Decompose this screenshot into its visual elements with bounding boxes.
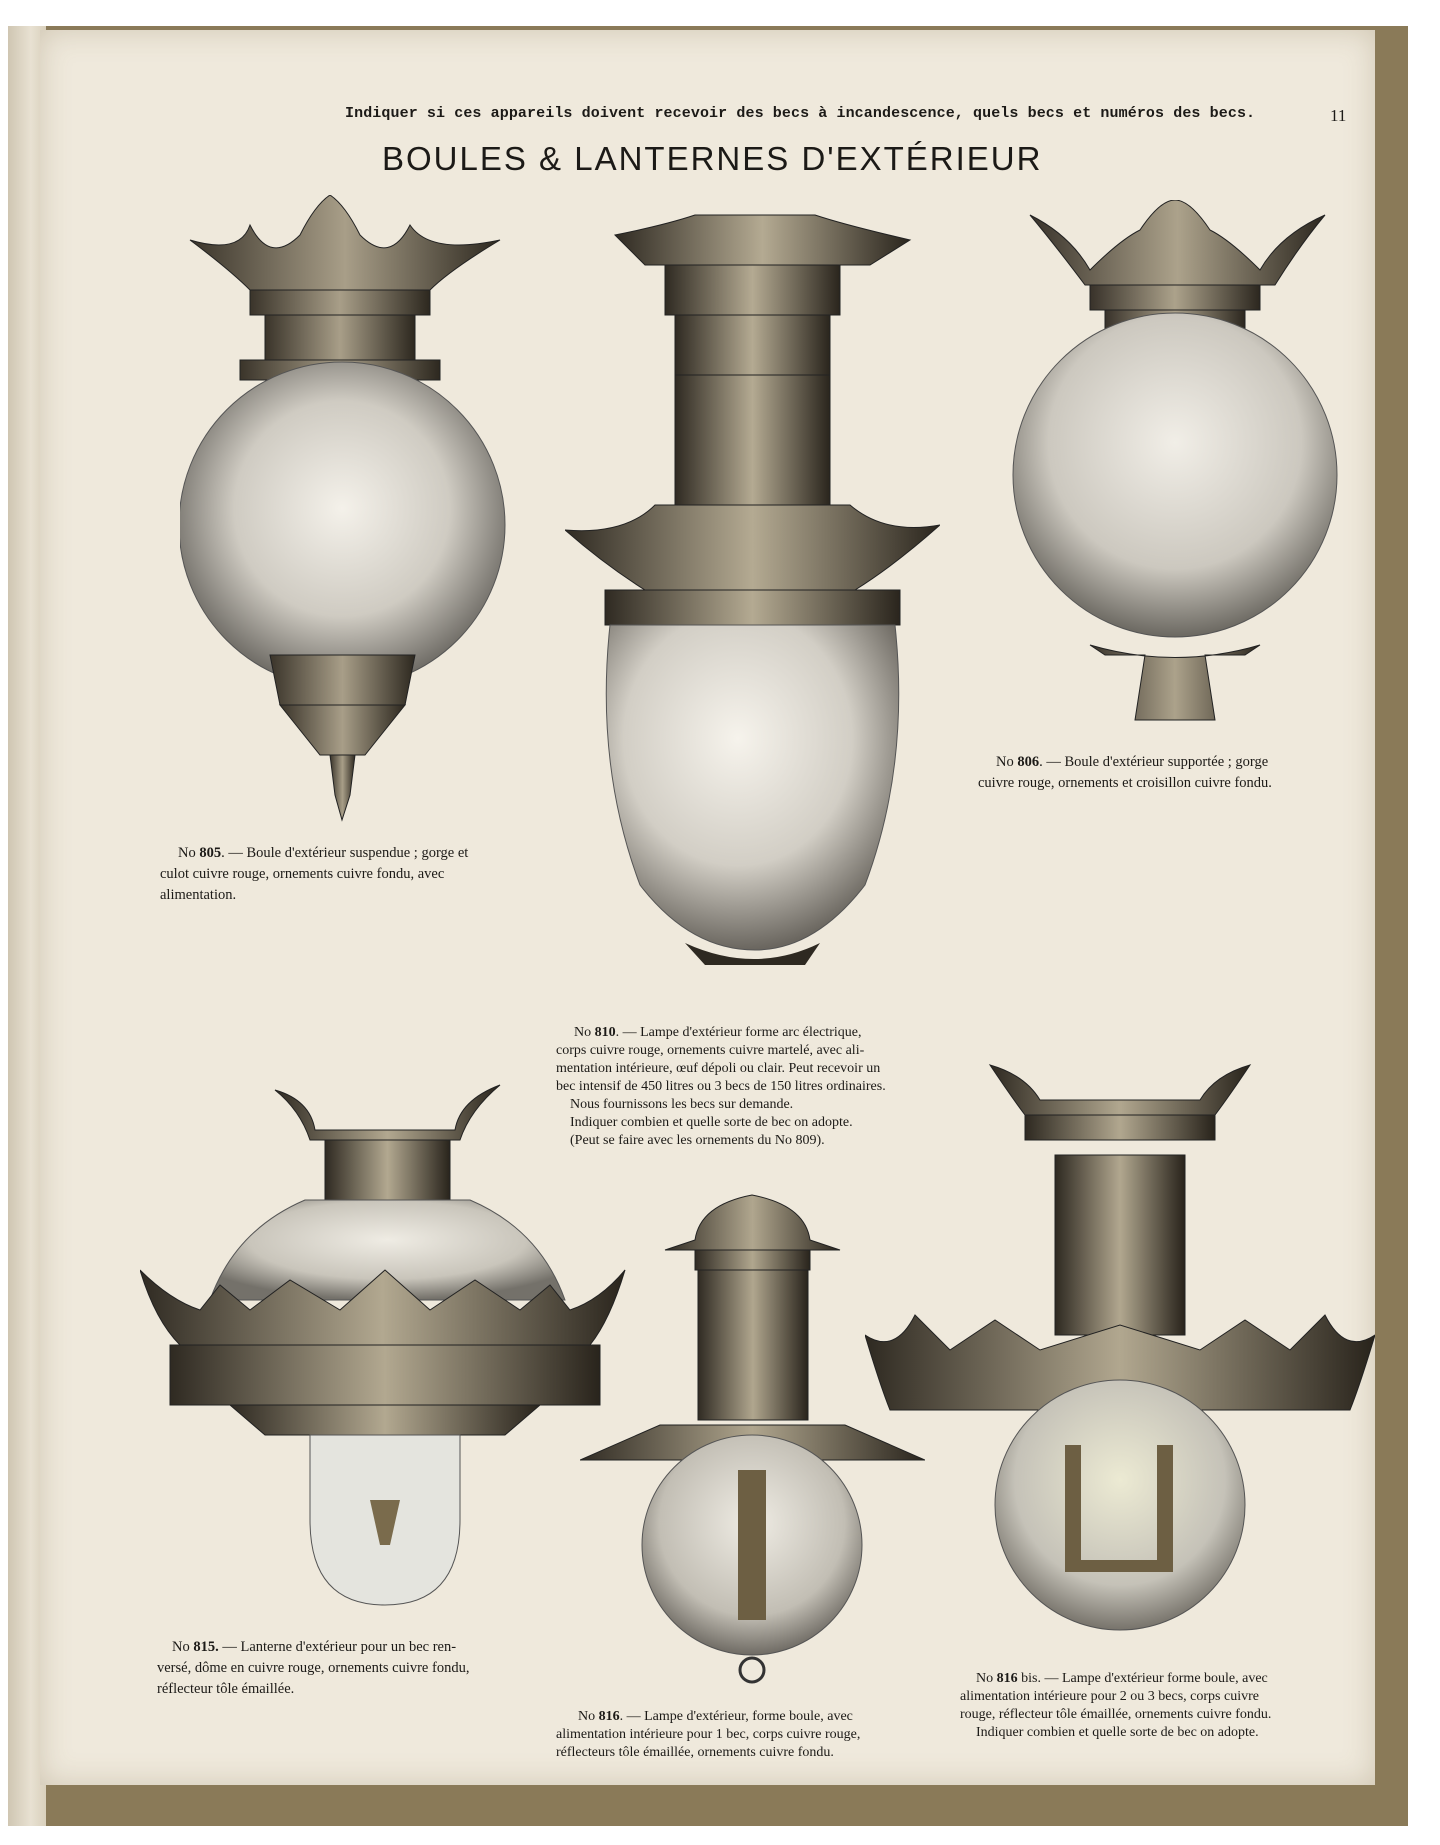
- caption-816-bis: [960, 1670, 1370, 1742]
- caption-line: alimentation.: [160, 887, 237, 903]
- caption-line: — Lanterne d'extérieur pour un bec ren-: [218, 1639, 457, 1655]
- caption-line: bis. — Lampe d'extérieur forme boule, avec: [1017, 1671, 1268, 1686]
- caption-line: . — Boule d'extérieur suspendue ; gorge et: [221, 845, 469, 861]
- caption-810: [556, 1024, 966, 1150]
- lamp-805-illustration: [180, 195, 510, 825]
- lamp-806-illustration: [1010, 200, 1340, 735]
- caption-815: [157, 1637, 577, 1700]
- item-number: 816: [598, 1709, 620, 1724]
- caption-line: culot cuivre rouge, ornements cuivre fondu, avec: [160, 866, 445, 882]
- caption-line: alimentation intérieure pour 2 ou 3 becs, corps cuivre: [960, 1689, 1259, 1704]
- caption-line: . — Lampe d'extérieur forme arc électrique,: [615, 1025, 862, 1040]
- caption-line: . — Boule d'extérieur supportée ; gorge: [1039, 754, 1269, 770]
- caption-line: alimentation intérieure pour 1 bec, corps cuivre rouge,: [556, 1727, 861, 1742]
- item-prefix: No: [996, 754, 1014, 770]
- item-number: 805: [199, 845, 222, 861]
- item-prefix: No: [574, 1025, 592, 1040]
- page-title: BOULES & LANTERNES D'EXTÉRIEUR: [382, 140, 1043, 177]
- caption-line: (Peut se faire avec les ornements du No 809).: [570, 1133, 825, 1148]
- item-prefix: No: [172, 1639, 190, 1655]
- item-number: 806: [1017, 754, 1040, 770]
- item-number: 810: [594, 1025, 616, 1040]
- caption-line: Indiquer combien et quelle sorte de bec on adopte.: [976, 1725, 1259, 1740]
- caption-line: Indiquer combien et quelle sorte de bec on adopte.: [570, 1115, 853, 1130]
- item-number: 816: [996, 1671, 1018, 1686]
- lamp-815-illustration: [140, 1070, 630, 1610]
- caption-806: [978, 752, 1358, 794]
- item-prefix: No: [178, 845, 196, 861]
- caption-line: Nous fournissons les becs sur demande.: [570, 1097, 794, 1112]
- page-number: 11: [1330, 106, 1347, 125]
- item-prefix: No: [578, 1709, 596, 1724]
- caption-line: bec intensif de 450 litres ou 3 becs de 150 litres ordinaires.: [556, 1079, 886, 1094]
- lamp-810-illustration: [565, 205, 940, 980]
- caption-line: versé, dôme en cuivre rouge, ornements cuivre fondu,: [157, 1660, 470, 1676]
- caption-line: rouge, réflecteur tôle émaillée, ornements cuivre fondu.: [960, 1707, 1272, 1722]
- caption-line: réflecteur tôle émaillée.: [157, 1681, 295, 1697]
- item-number: 815.: [193, 1639, 219, 1655]
- caption-line: réflecteurs tôle émaillée, ornements cuivre fondu.: [556, 1745, 834, 1760]
- caption-line: mentation intérieure, œuf dépoli ou clair. Peut recevoir un: [556, 1061, 881, 1076]
- item-prefix: No: [976, 1671, 994, 1686]
- header-note: Indiquer si ces appareils doivent recevoir des becs à incandescence, quels becs et numéros des becs.: [345, 105, 1256, 122]
- caption-line: . — Lampe d'extérieur, forme boule, avec: [619, 1709, 853, 1724]
- caption-816: [556, 1708, 966, 1762]
- caption-line: cuivre rouge, ornements et croisillon cuivre fondu.: [978, 775, 1272, 791]
- caption-line: corps cuivre rouge, ornements cuivre martelé, avec ali-: [556, 1043, 865, 1058]
- caption-805: [160, 843, 540, 906]
